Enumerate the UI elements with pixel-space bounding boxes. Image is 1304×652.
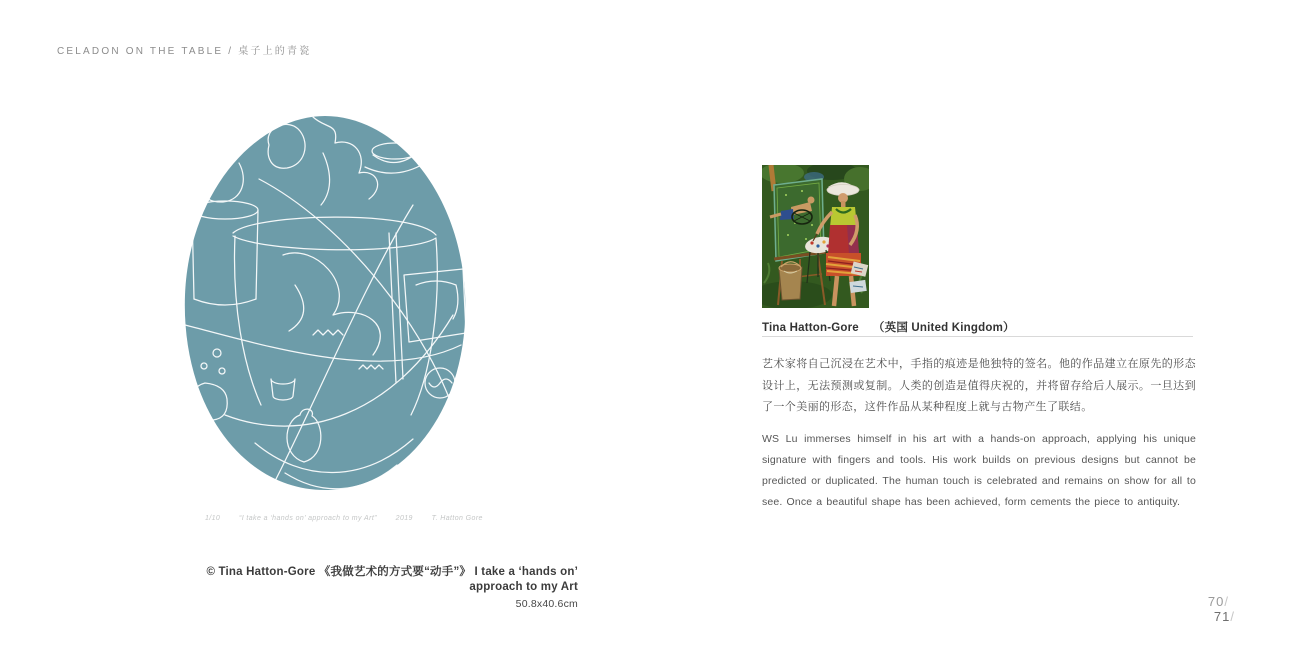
celadon-oval [185,116,466,490]
page-number-71: 71/ [1213,609,1235,624]
artist-name-line [762,319,1196,335]
section-divider [762,336,1193,337]
artist-nationality: （英国 United Kingdom） [872,322,1015,334]
artwork-caption [158,565,578,610]
artist-name: Tina Hatton-Gore [762,322,859,334]
artist-statement-chinese: 艺术家将自己沉浸在艺术中，手指的痕迹是他独特的签名。他的作品建立在原先的形态设计上，无法预测或复制。人类的创造是值得庆祝的，并将留存给后人展示。一旦达到了一个美丽的形态，这件作品从某种程度上就与古物产生了联结。 [762,358,1196,413]
caption-title: © Tina Hatton-Gore 《我做艺术的方式要“动手”》 I take a ‘hands on’ approach to my Art [206,566,578,593]
paint-bucket [779,262,802,300]
running-head: CELADON ON THE TABLE / 桌子上的青瓷 [57,46,312,57]
caption-dimensions: 50.8x40.6cm [515,598,578,610]
pencil-signature: 1/10 “I take a ‘hands on’ approach to my Art” 2019 T. Hatton Gore [205,515,483,522]
folio-slash: / [1224,594,1229,609]
page-numbers [1185,594,1235,624]
artist-portrait-painting [762,165,869,308]
celadon-artwork-image [163,83,483,533]
folio-slash: / [1230,609,1235,624]
page-number-70: 70/ [1207,594,1229,609]
artist-statement-english: WS Lu immerses himself in his art with a hands-on approach, applying his unique signature with fingers and tools. His work builds on previous designs but cannot be predicted or duplicated. The human touch is celebrated and remains on show for all to see. Once a beautiful shape has been achieved, form cements the piece to antiquity. [762,433,1196,508]
